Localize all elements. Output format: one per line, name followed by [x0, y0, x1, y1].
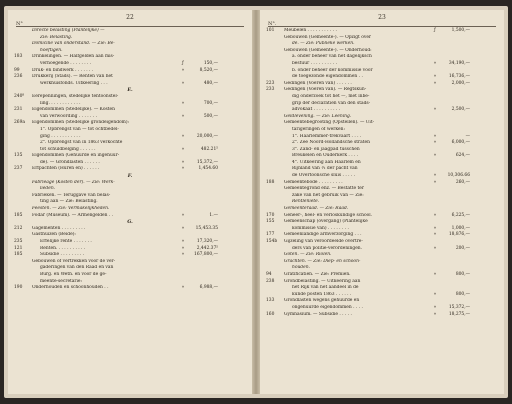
entry-number: 177 [266, 232, 275, 238]
entry-text: Geldlevening. — Zie: Leening. [284, 113, 352, 119]
entry-amount: 1,000,— [451, 225, 470, 231]
entry-text: Gemeentegrond enz. — Bestätte ter [284, 186, 365, 192]
index-entry [14, 272, 246, 279]
section-heading: G. [127, 219, 133, 226]
currency-mark: » [433, 80, 437, 86]
currency-mark: » [181, 113, 185, 119]
entry-number: 190 [14, 285, 23, 291]
entry-text: 3°. Zand- en jaagpad tusschen [292, 146, 360, 152]
entry-text: tarigeringen of werken: [292, 126, 345, 132]
entry-text: houden. [292, 265, 310, 271]
entry-amount: 15,372,— [448, 304, 470, 310]
column-header-number: N°. [268, 21, 277, 27]
index-entry [14, 186, 246, 193]
index-entry [14, 193, 246, 200]
index-entry [266, 61, 498, 68]
entry-text: Burg. en Weth. en voor de ge- [40, 271, 107, 277]
index-entry [266, 259, 498, 266]
index-entry [266, 279, 498, 286]
index-entry [14, 279, 246, 286]
index-entry [14, 226, 246, 233]
index-entry [266, 213, 498, 220]
page-number: 23 [378, 14, 386, 21]
index-entry [14, 61, 246, 68]
entry-number: 212 [14, 225, 23, 231]
entry-amount: 800,— [455, 271, 470, 277]
entry-text: Erfelijke rente . . . . . . . [40, 239, 92, 244]
header-rule [16, 26, 244, 27]
index-entry [266, 35, 498, 42]
entry-text: Erfpachten (Huren en) . . . . . . [32, 166, 100, 172]
entry-amount: 6,988,— [199, 285, 218, 291]
entry-number: 154b [266, 239, 278, 244]
index-entry [266, 107, 498, 114]
entry-text: Renten. . . . . . . . . . . [40, 245, 86, 251]
entry-text: 2°. Opbrengst van in 1863 verkochte [40, 140, 123, 146]
currency-mark: » [433, 311, 437, 317]
entry-amount: 10,306.66 [447, 173, 470, 179]
index-entry [266, 28, 498, 35]
entry-number: 160 [266, 311, 275, 317]
currency-mark: » [433, 133, 437, 139]
entry-text: Goten. — Zie: Riolen. [284, 252, 332, 258]
index-entry [266, 127, 498, 134]
entry-text: Fabrieage (Kosten der). — Zie: Werk- [32, 179, 115, 185]
entry-text: Grondlasten wegens gehuurde en [284, 298, 360, 304]
entry-text: gaderingen van den Raad en van [40, 265, 114, 271]
entry-text: kunde posten 1863 . . . . . . [292, 291, 352, 297]
entry-text: bestuur . . . . . . . . . . [292, 60, 338, 66]
entry-amount: 700,— [203, 100, 218, 106]
index-entry [266, 246, 498, 253]
index-entry [266, 199, 498, 206]
index-entry [14, 160, 246, 167]
entry-text: Drinkelingen. — Halfgelden aan mis- [32, 54, 115, 60]
index-entry [266, 48, 498, 55]
entry-text: Rijnland van ¹⁄₁ der pacht van [292, 166, 358, 172]
index-entry [266, 206, 498, 213]
currency-mark: ƒ [182, 60, 184, 66]
currency-mark: » [433, 291, 437, 297]
currency-mark: » [433, 153, 437, 159]
entry-text: Gemeenschap (overgang) (Plantelijke [284, 219, 368, 225]
entry-number: 188 [266, 179, 275, 185]
entry-text: Gijzeling van veroordeelde overtre- [284, 239, 363, 244]
page-number: 22 [126, 14, 134, 21]
currency-mark: » [181, 239, 185, 244]
currency-mark: » [433, 60, 437, 66]
currency-mark: » [433, 212, 437, 218]
index-entry [266, 81, 498, 88]
entry-amount: 2,442.37⁵ [196, 245, 218, 251]
index-entry [266, 232, 498, 239]
currency-mark: » [433, 245, 437, 251]
index-entry [14, 239, 246, 246]
entry-text: 1°. Opbrengst van — tot ochtbedel- [40, 126, 119, 132]
entry-text: tot schuldbelging . . . . . . [40, 146, 96, 152]
index-entry [266, 285, 498, 292]
index-entry [14, 213, 246, 220]
entry-text: werkhuisfonds. Uitkeering . . . [40, 80, 108, 86]
right-page [260, 10, 504, 394]
entry-amount: 260,— [455, 179, 470, 185]
index-entry [14, 232, 246, 239]
entry-text: a. onder beheer van het dagelijksch [292, 54, 372, 60]
entry-number: 135 [14, 153, 23, 159]
entry-text: Eigendommen (Stedelijke grondeigendom): [32, 120, 130, 126]
entry-amount: 6,000,— [451, 140, 470, 146]
index-entry [266, 219, 498, 226]
index-entry [14, 259, 246, 266]
section-heading: E. [127, 87, 133, 94]
currency-mark: » [433, 179, 437, 185]
entry-number: 170 [266, 212, 275, 218]
entry-text: Fodar (Museum). — Armengelden . . [32, 212, 114, 218]
entry-text: Grondbelasting. — Uitkeering aan [284, 278, 361, 284]
index-entry [14, 265, 246, 272]
index-entry [266, 74, 498, 81]
index-entry [14, 199, 246, 206]
entry-text: Gebouwen (Gemeente-). — Onderhoud: [284, 47, 372, 53]
entry-amount: 480,— [203, 80, 218, 86]
index-entry [266, 153, 498, 160]
entry-text: advokaat . . . . . . . . . . [292, 107, 341, 113]
currency-mark: » [181, 225, 185, 231]
index-entry [266, 114, 498, 121]
entry-amount: 17,320,— [196, 239, 218, 244]
entry-amount: 18,876,— [448, 232, 470, 238]
entry-amount: 18,275,— [448, 311, 470, 317]
index-entry [14, 41, 246, 48]
currency-mark: » [433, 232, 437, 238]
entry-text: Gagementen . . . . . . . . . [32, 225, 86, 231]
book-spine [252, 10, 260, 394]
entry-number: 237 [14, 166, 23, 172]
entry-number: 233 [266, 87, 275, 93]
entry-text: kommissie van) . . . . . . . . [292, 225, 349, 231]
entry-text: Eigendommen (Stedelijke). — Kosten [32, 107, 115, 113]
index-entry [266, 41, 498, 48]
currency-mark: » [433, 140, 437, 146]
index-entry [14, 68, 246, 75]
currency-mark: » [181, 100, 185, 106]
currency-mark: » [181, 80, 185, 86]
left-page [8, 10, 252, 394]
index-entry [14, 101, 246, 108]
index-entry [266, 239, 498, 246]
index-entry [266, 68, 498, 75]
index-entry [266, 120, 498, 127]
column-header-number: N° [16, 21, 23, 27]
entry-number: 231 [14, 107, 23, 113]
index-entry [266, 226, 498, 233]
index-entry [266, 160, 498, 167]
currency-mark: » [181, 285, 185, 291]
index-entry [266, 180, 498, 187]
currency-mark: » [181, 67, 185, 73]
index-entry [266, 147, 498, 154]
entry-amount: — [465, 133, 470, 139]
index-entry [14, 166, 246, 173]
entry-amount: 800,— [455, 291, 470, 297]
index-entry [14, 81, 246, 88]
entry-text: Drukkerij (Stads). — Renten van het [32, 74, 113, 80]
entry-text: Zie: Belasting. [40, 34, 73, 40]
entry-amount: 482.21⁵ [200, 146, 218, 152]
entry-number: 240⁸ [14, 93, 25, 99]
currency-mark: » [181, 212, 185, 218]
currency-mark: » [181, 133, 185, 139]
currency-mark: » [433, 225, 437, 231]
entry-number: 101 [266, 28, 275, 33]
entry-amount: 6,225,— [451, 212, 470, 218]
entry-text: Gebouwen of vertrekken voor de ver- [32, 258, 116, 264]
entry-text: Eerepenningen, stedelijke tentoonstel- [32, 93, 119, 99]
entry-text: Gebouwen (Gemeente-). — Opzigt over [284, 34, 372, 40]
entry-text: Domicilie van onderstand. — Zie: Be- [32, 41, 115, 47]
currency-mark: » [433, 107, 437, 113]
entry-amount: 20,000,— [196, 133, 218, 139]
index-entry [14, 180, 246, 187]
entry-text: meente-secretarie: [40, 278, 83, 284]
index-entry [14, 28, 246, 35]
entry-text: ting aan — Zie: Belasting. [40, 199, 98, 205]
index-entry [266, 298, 498, 305]
entry-text: het Rijk van het aandeel in de [292, 285, 359, 291]
entry-amount: 15,372,— [196, 159, 218, 165]
entry-text: de). — Grondlasten . . . . . . [40, 159, 100, 165]
entry-text: Breukelen en Ouderkerk . . . . [292, 153, 359, 159]
entry-amount: 1.— [209, 212, 218, 218]
entry-text: Druk- en bindwerk . . . . . . . [32, 67, 94, 73]
index-rows [266, 28, 498, 318]
index-entry [266, 186, 498, 193]
entry-amount: 624,— [455, 153, 470, 159]
entry-text: Gemeentebode . . . . . . . . . [284, 179, 343, 185]
index-entry [266, 54, 498, 61]
index-entry [14, 74, 246, 81]
entry-text: Gemeenteraad. — Zie: Raad. [284, 206, 349, 212]
entry-text: hoeftigen. [40, 47, 63, 53]
index-entry [14, 94, 246, 101]
currency-mark: » [181, 159, 185, 165]
entry-number: 121 [14, 245, 23, 251]
entry-text: Rentleniete. [292, 199, 320, 205]
index-entry [266, 101, 498, 108]
entry-text: ders van politie-verordeningen. [292, 245, 363, 251]
entry-text: 4°. Uitkeering aan Haarlem en [292, 159, 361, 165]
entry-amount: 1,454.60 [198, 166, 218, 172]
currency-mark: » [181, 252, 185, 258]
entry-text: Gedingen (Voeren van). — Regtskun- [284, 87, 367, 93]
entry-text: vernoegende . . . . . . . . [40, 60, 92, 66]
entry-text: dig onderzoek tot het —, met inbe- [292, 93, 370, 99]
index-entry [14, 134, 246, 141]
index-entry [14, 48, 246, 55]
entry-number: 183 [14, 54, 23, 60]
currency-mark: » [433, 173, 437, 179]
entry-number: 185 [14, 212, 23, 218]
index-entry [14, 120, 246, 127]
index-entry [266, 305, 498, 312]
entry-amount: 200,— [455, 245, 470, 251]
book-spread [4, 6, 508, 398]
index-entry [266, 173, 498, 180]
entry-text: Meubelen . . . . . . . . . . . [284, 28, 337, 33]
index-entry [14, 35, 246, 42]
entry-text: Eigendommen (Gehuurde en ingehuur- [32, 153, 120, 159]
entry-text: de Overtoonsche sluis . . . . . [292, 173, 356, 179]
entry-amount: 167,800,— [194, 252, 218, 258]
entry-text: 1°. Haarlemmer-trekvaart . . . . [292, 133, 362, 139]
index-entry [14, 107, 246, 114]
entry-text: Geneer-, heel- en verloskundige school. [284, 212, 373, 218]
currency-mark: » [181, 166, 185, 172]
index-entry [266, 312, 498, 319]
currency-mark: » [181, 245, 185, 251]
entry-number: 99 [14, 67, 20, 73]
entry-number: 155 [266, 219, 275, 225]
entry-amount: 2,000,— [451, 80, 470, 86]
index-entry [266, 94, 498, 101]
entry-amount: 34,190,— [448, 60, 470, 66]
entry-text: zake van het gebruik van — Zie: [292, 192, 364, 198]
entry-amount: 150,— [203, 60, 218, 66]
entry-text: van verwoording . . . . . . . [40, 113, 98, 119]
index-entry [266, 265, 498, 272]
entry-text: 2°. Zee Noord-Hollandsche straten [292, 140, 370, 146]
entry-text: Gasthuizen (Beide): [32, 232, 76, 238]
header-rule [268, 26, 496, 27]
entry-number: 238 [266, 278, 275, 284]
entry-number: 236 [14, 74, 23, 80]
entry-amount: 500,— [203, 113, 218, 119]
entry-text: ling. . . . . . . . . . . . [40, 100, 81, 106]
entry-text: Feesten. — Zie: Vermakelijkheden. [32, 206, 110, 212]
entry-text: de. — Zie: Publieke werken. [292, 41, 355, 47]
entry-text: Gemeentebegrooting (Opstellen). — Uit- [284, 120, 375, 126]
entry-text: Fabrieken. — Teruggave van belas- [32, 192, 111, 198]
index-entry [14, 285, 246, 292]
entry-number: 269a [14, 120, 25, 126]
index-entry [266, 252, 498, 259]
index-entry [266, 193, 498, 200]
entry-number: 185 [14, 252, 23, 258]
entry-text: b. onder beheer der kommissie voor [292, 67, 373, 73]
entry-text: Directe belasting (Plantelijke) — [32, 28, 105, 33]
index-entry [14, 246, 246, 253]
index-rows [14, 28, 246, 292]
index-entry [14, 127, 246, 134]
entry-amount: 16,736,— [448, 74, 470, 80]
entry-amount: 8,520,— [199, 67, 218, 73]
currency-mark: » [433, 304, 437, 310]
entry-amount: 15,453.35 [195, 225, 218, 231]
entry-number: 235 [14, 239, 23, 244]
index-entry [266, 134, 498, 141]
entry-text: ongehuurde eigendommen . . . . [292, 304, 363, 310]
index-entry [266, 292, 498, 299]
entry-amount: 1,500,— [451, 28, 470, 33]
section-letter [14, 219, 246, 226]
entry-text: Grachten. — Zie: Diep- en schoon- [284, 258, 361, 264]
entry-number: 133 [266, 298, 275, 304]
currency-mark: » [433, 271, 437, 277]
index-entry [14, 206, 246, 213]
entry-text: Gymnasium. — Subsidie . . . . . [284, 311, 352, 317]
entry-text: Onderhouden en schoonhouden . . [32, 285, 109, 291]
currency-mark: » [433, 74, 437, 80]
entry-number: 223 [266, 80, 275, 86]
index-entry [14, 54, 246, 61]
index-entry [266, 166, 498, 173]
section-letter [14, 173, 246, 180]
index-entry [14, 140, 246, 147]
index-entry [14, 114, 246, 121]
section-letter [14, 87, 246, 94]
section-heading: F. [127, 173, 133, 180]
entry-amount: 2,500,— [451, 107, 470, 113]
index-entry [266, 140, 498, 147]
entry-text: Gratificatiën. — Zie: Premiën. [284, 271, 351, 277]
entry-number: 94 [266, 271, 272, 277]
entry-text: Subsidie . . . . . . . . . [40, 252, 85, 258]
index-entry [14, 252, 246, 259]
entry-text: Gedingen (Voeren van) . . . . . . [284, 80, 352, 86]
currency-mark: ƒ [434, 28, 436, 33]
index-entry [14, 147, 246, 154]
entry-text: lieden. [40, 186, 56, 192]
entry-text: Gemeenlandige armverzorging . . . [284, 232, 362, 238]
entry-text: de toegezonde eigendommen . . [292, 74, 363, 80]
currency-mark: » [181, 146, 185, 152]
index-entry [14, 153, 246, 160]
entry-text: grip der declaratiën van den stads- [292, 100, 371, 106]
index-entry [266, 272, 498, 279]
entry-text: ging . . . . . . . . . . . [40, 133, 81, 139]
index-entry [266, 87, 498, 94]
